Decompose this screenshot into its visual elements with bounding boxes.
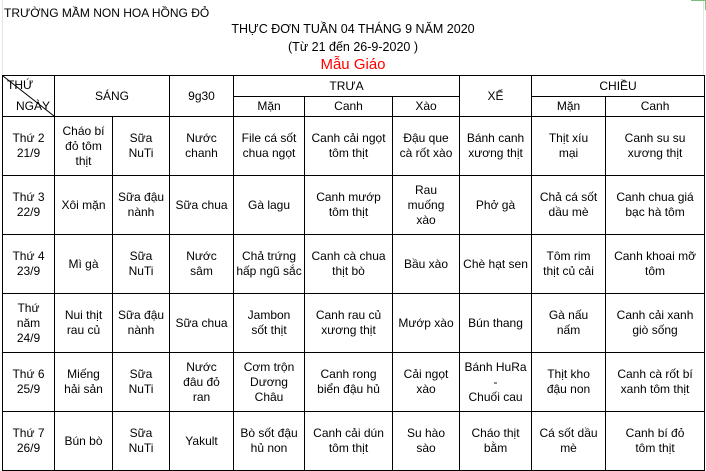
snack-930-cell[interactable]: Sữa chua [170, 176, 234, 235]
trua-canh-cell[interactable]: Canh rau củ xương thịt [305, 294, 393, 353]
table-row [3, 412, 705, 471]
menu-date-range: (Từ 21 đến 26-9-2020 ) [288, 40, 418, 54]
trua-xao-cell[interactable]: Rau muống xào [393, 176, 460, 235]
sang-drink-cell[interactable]: Sữa NuTi [113, 235, 170, 294]
trua-man-cell[interactable]: Chả trứng hấp ngũ sắc [234, 235, 305, 294]
day-cell[interactable]: Thứ 7 26/9 [3, 412, 55, 471]
header-9g30[interactable]: 9g30 [170, 76, 234, 117]
header-trua[interactable]: TRƯA [234, 76, 460, 97]
sang-main-cell[interactable]: Nui thịt rau củ [55, 294, 113, 353]
header-chieu-man[interactable]: Mặn [532, 97, 606, 117]
header-trua-canh[interactable]: Canh [305, 97, 393, 117]
chieu-canh-cell[interactable]: Canh cải xanh giò sống [606, 294, 705, 353]
chieu-canh-cell[interactable]: Canh bí đỏ tôm thịt [606, 412, 705, 471]
chieu-canh-cell[interactable]: Canh cà rốt bí xanh tôm thịt [606, 353, 705, 412]
sang-main-cell[interactable]: Mì gà [55, 235, 113, 294]
table-row [3, 294, 705, 353]
trua-xao-cell[interactable]: Bầu xào [393, 235, 460, 294]
day-cell[interactable]: Thứ năm 24/9 [3, 294, 55, 353]
trua-canh-cell[interactable]: Canh rong biển đậu hủ [305, 353, 393, 412]
header-sang[interactable]: SÁNG [55, 76, 170, 117]
xe-cell[interactable]: Bánh HuRa - Chuối cau [460, 353, 532, 412]
snack-930-cell[interactable]: Nước chanh [170, 117, 234, 176]
chieu-man-cell[interactable]: Thịt kho đậu non [532, 353, 606, 412]
sang-main-cell[interactable]: Bún bò [55, 412, 113, 471]
day-cell[interactable]: Thứ 3 22/9 [3, 176, 55, 235]
xe-cell[interactable]: Bún thang [460, 294, 532, 353]
snack-930-cell[interactable]: Yakult [170, 412, 234, 471]
trua-xao-cell[interactable]: Su hào sào [393, 412, 460, 471]
xe-cell[interactable]: Bánh canh xương thịt [460, 117, 532, 176]
trua-man-cell[interactable]: Gà lagu [234, 176, 305, 235]
school-name: TRƯỜNG MẦM NON HOA HỒNG ĐỎ [4, 6, 210, 20]
menu-table [2, 75, 705, 471]
header-chieu-canh[interactable]: Canh [606, 97, 705, 117]
xe-cell[interactable]: Chè hạt sen [460, 235, 532, 294]
snack-930-cell[interactable]: Nước đâu đỏ ran [170, 353, 234, 412]
sang-drink-cell[interactable]: Sữa đậu nành [113, 176, 170, 235]
trua-man-cell[interactable]: Bò sốt đậu hủ non [234, 412, 305, 471]
trua-xao-cell[interactable]: Mướp xào [393, 294, 460, 353]
menu-title: THỰC ĐƠN TUẦN 04 THÁNG 9 NĂM 2020 [231, 22, 475, 36]
trua-canh-cell[interactable]: Canh cải ngọt tôm thịt [305, 117, 393, 176]
table-row [3, 117, 705, 176]
day-cell[interactable]: Thứ 6 25/9 [3, 353, 55, 412]
sang-drink-cell[interactable]: Sữa NuTi [113, 412, 170, 471]
chieu-man-cell[interactable]: Thịt xíu mại [532, 117, 606, 176]
header-ngay: NGÀY [15, 99, 50, 113]
trua-xao-cell[interactable]: Cải ngọt xào [393, 353, 460, 412]
trua-man-cell[interactable]: Jambon sốt thịt [234, 294, 305, 353]
day-header-cell[interactable] [3, 76, 55, 117]
table-row [3, 235, 705, 294]
snack-930-cell[interactable]: Nước sâm [170, 235, 234, 294]
sang-drink-cell[interactable]: Sữa NuTi [113, 117, 170, 176]
selection-corner-mark[interactable] [691, 0, 706, 10]
trua-canh-cell[interactable]: Canh cải dún tôm thịt [305, 412, 393, 471]
sang-main-cell[interactable]: Miếng hải sản [55, 353, 113, 412]
chieu-canh-cell[interactable]: Canh chua giá bạc hà tôm [606, 176, 705, 235]
day-cell[interactable]: Thứ 2 21/9 [3, 117, 55, 176]
chieu-man-cell[interactable]: Gà nấu nấm [532, 294, 606, 353]
header-chieu[interactable]: CHIỀU [532, 76, 705, 97]
day-cell[interactable]: Thứ 4 23/9 [3, 235, 55, 294]
chieu-man-cell[interactable]: Tôm rim thịt củ cải [532, 235, 606, 294]
header-xe[interactable]: XẾ [460, 76, 532, 117]
snack-930-cell[interactable]: Sữa chua [170, 294, 234, 353]
xe-cell[interactable]: Cháo thịt bằm [460, 412, 532, 471]
table-row [3, 353, 705, 412]
chieu-man-cell[interactable]: Chả cá sốt dầu mè [532, 176, 606, 235]
chieu-man-cell[interactable]: Cá sốt dầu mè [532, 412, 606, 471]
trua-canh-cell[interactable]: Canh mướp tôm thịt [305, 176, 393, 235]
sang-drink-cell[interactable]: Sữa đậu nành [113, 294, 170, 353]
trua-man-cell[interactable]: Cơm trộn Dương Châu [234, 353, 305, 412]
xe-cell[interactable]: Phở gà [460, 176, 532, 235]
chieu-canh-cell[interactable]: Canh su su xương thịt [606, 117, 705, 176]
trua-xao-cell[interactable]: Đậu que cà rốt xào [393, 117, 460, 176]
chieu-canh-cell[interactable]: Canh khoai mỡ tôm [606, 235, 705, 294]
trua-man-cell[interactable]: File cá sốt chua ngọt [234, 117, 305, 176]
table-row [3, 176, 705, 235]
sang-main-cell[interactable]: Xôi mặn [55, 176, 113, 235]
sang-drink-cell[interactable]: Sữa NuTi [113, 353, 170, 412]
header-trua-xao[interactable]: Xào [393, 97, 460, 117]
header-thu: THỨ [7, 78, 34, 92]
header-trua-man[interactable]: Mặn [234, 97, 305, 117]
trua-canh-cell[interactable]: Canh cà chua thịt bò [305, 235, 393, 294]
age-group-label: Mẫu Giáo [320, 56, 386, 73]
sang-main-cell[interactable]: Cháo bí đỏ tôm thịt [55, 117, 113, 176]
